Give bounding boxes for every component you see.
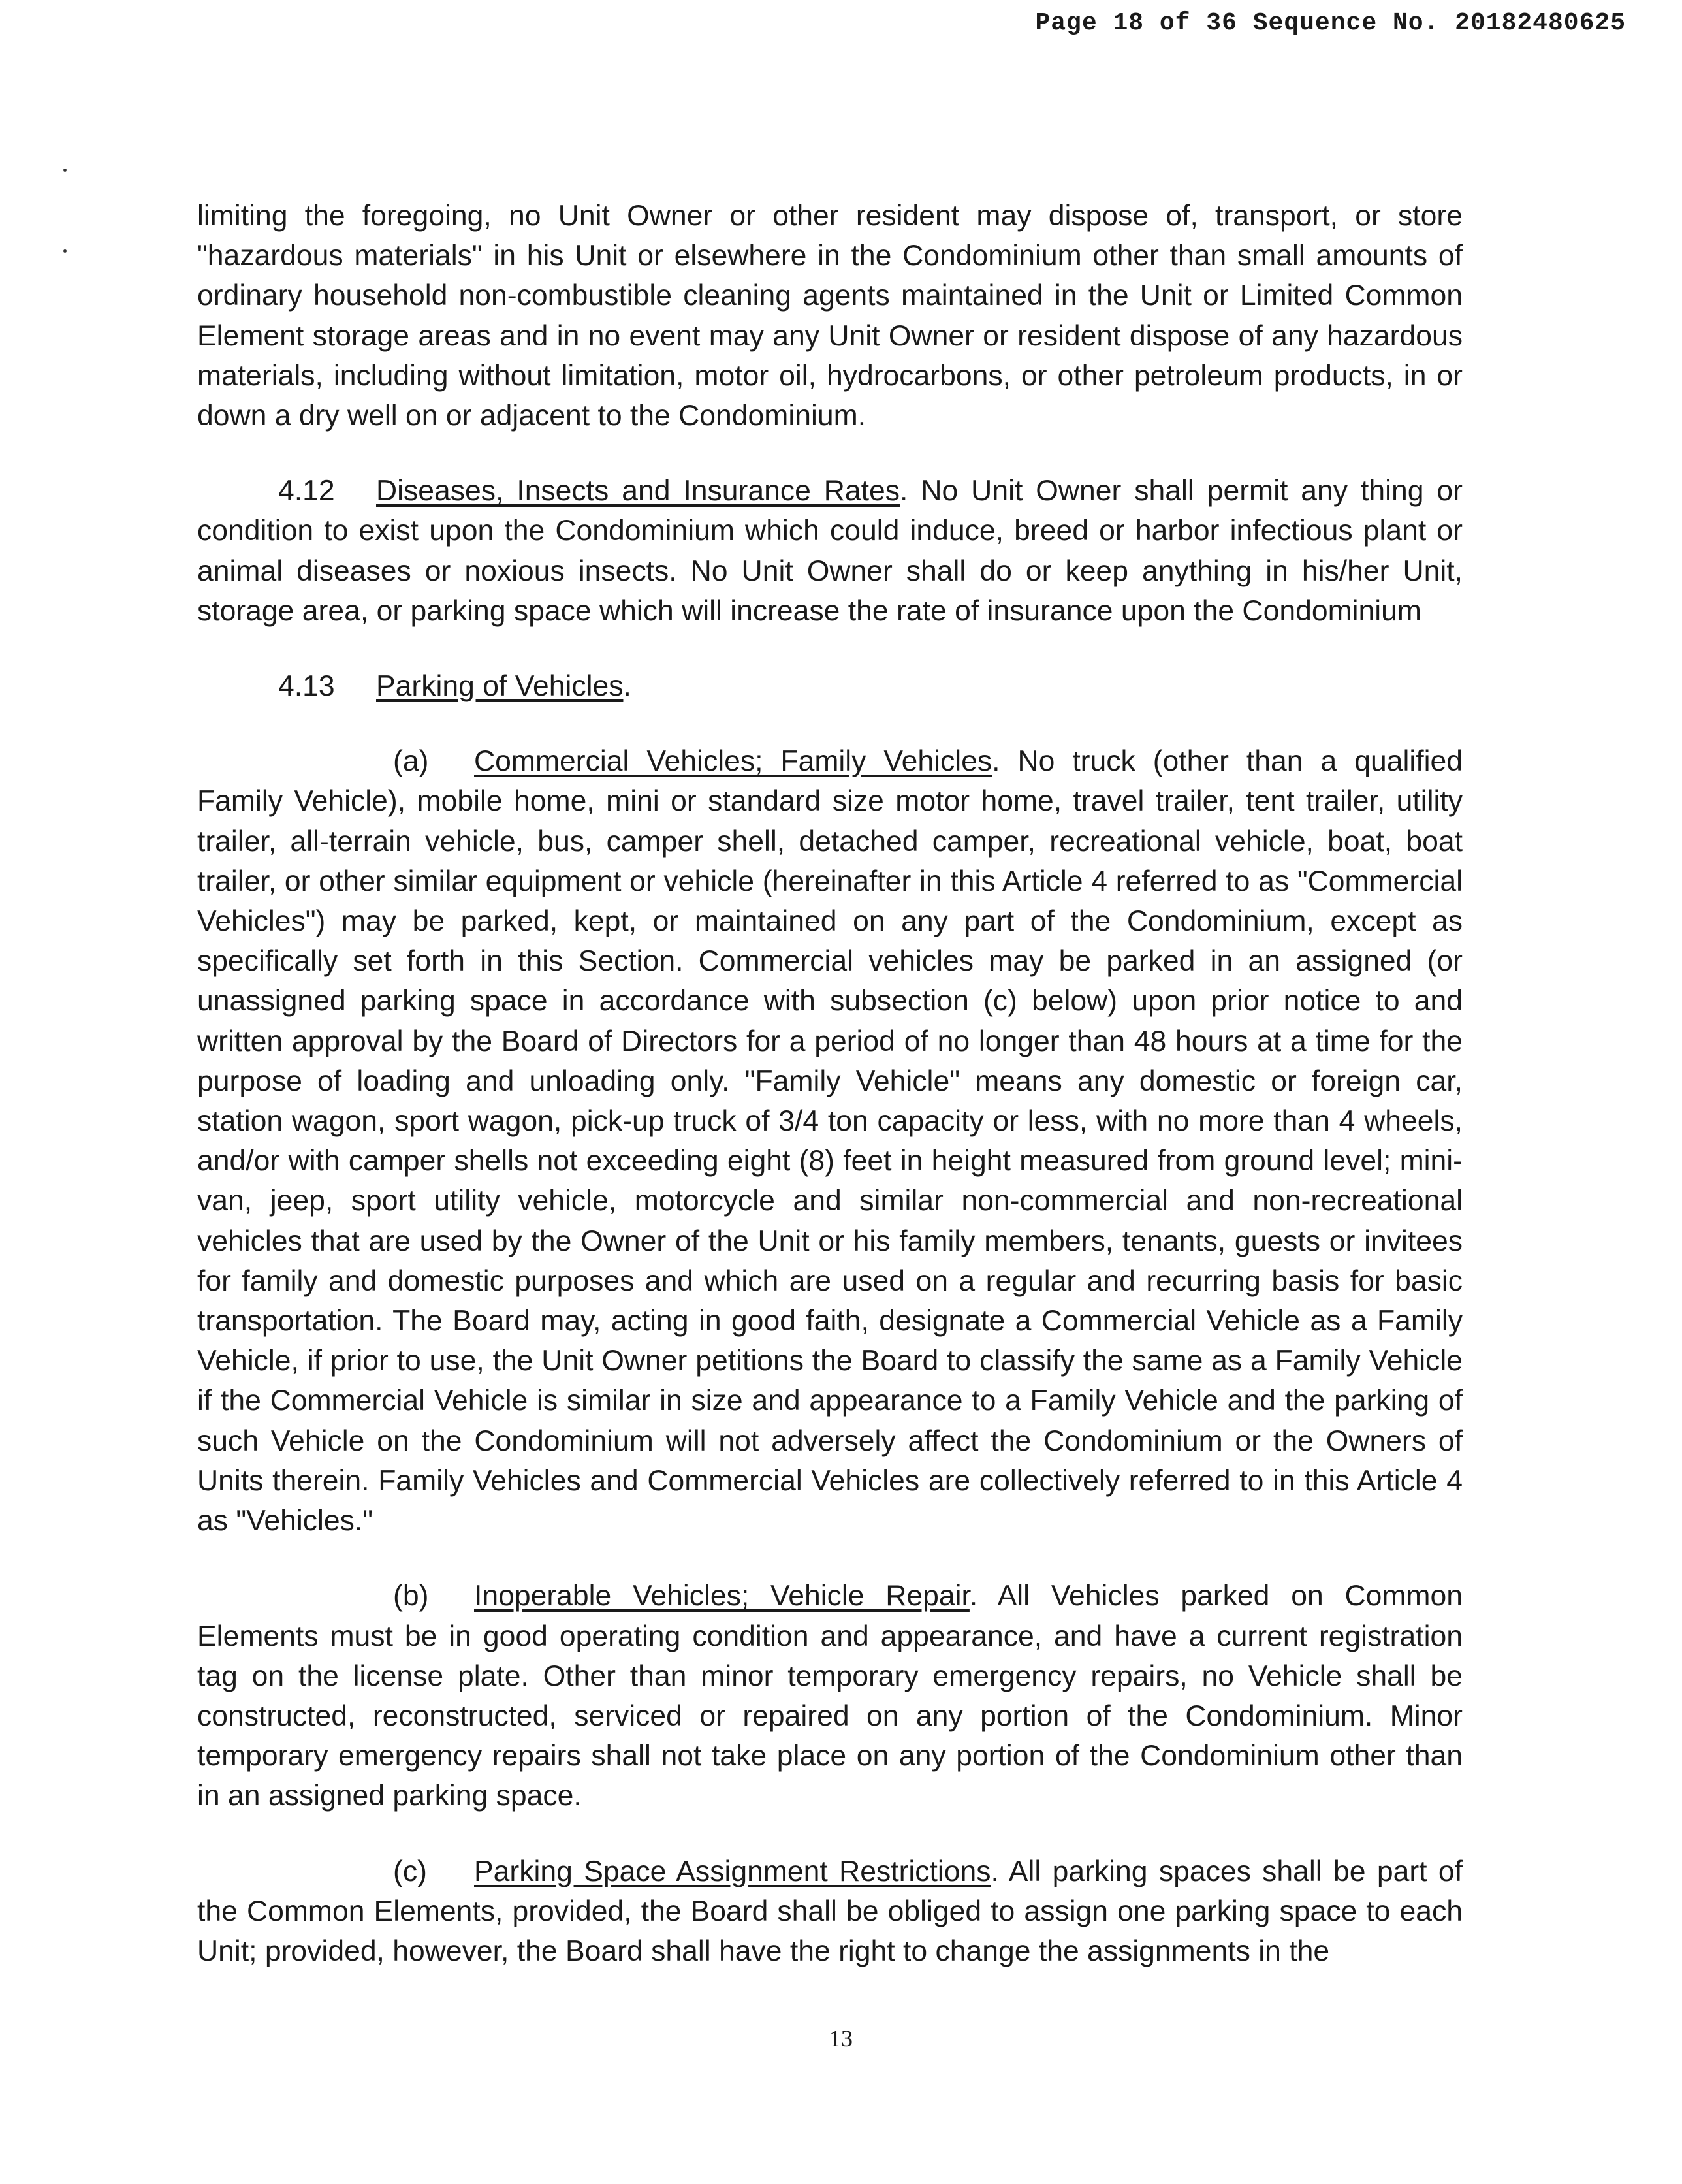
subsection-number: (a) [393, 745, 429, 778]
section-number: 4.12 [278, 475, 335, 507]
subsection-body: . All parking spaces shall be part of the Common Elements, provided, the Board shall be obliged to assign one parking space to each Unit; provided, however, the Board shall have the right to change the assignments in the [197, 1855, 1463, 1967]
subsection-body: . All Vehicles parked on Common Elements must be in good operating condition and appearance, and have a current registration tag on the license plate. Other than minor temporary emergency repairs, no Vehicle shall be constructed, reconstructed, serviced or repaired on any portion of the Condominium. Minor temporary emergency repairs shall not take place on any portion of the Condominium other than in an assigned parking space. [197, 1580, 1463, 1812]
subsection-title: Inoperable Vehicles; Vehicle Repair [474, 1580, 970, 1613]
section-number: 4.13 [278, 670, 335, 703]
section-title: Diseases, Insects and Insurance Rates [376, 475, 900, 507]
subsection-a [197, 741, 1463, 1541]
subsection-c [197, 1852, 1463, 1972]
scan-speck [63, 169, 67, 172]
scan-speck [63, 249, 67, 253]
document-body [197, 196, 1463, 1971]
subsection-title: Commercial Vehicles; Family Vehicles [474, 745, 992, 778]
subsection-number: (c) [393, 1855, 427, 1887]
section-title: Parking of Vehicles [376, 670, 624, 703]
section-body: . No Unit Owner shall permit any thing or condition to exist upon the Condominium which could induce, breed or harbor infectious plant or animal diseases or noxious insects. No Unit Owner shall do or keep anything in his/her Unit, storage area, or parking space which will increase the rate of insurance upon the Condominium [197, 475, 1463, 627]
section-title-tail: . [623, 670, 631, 703]
section-4-12 [197, 471, 1463, 631]
subsection-number: (b) [393, 1580, 429, 1613]
paragraph-continuation: limiting the foregoing, no Unit Owner or other resident may dispose of, transport, or store "hazardous materials" in his Unit or elsewhere in the Condominium other than small amounts of ordinary household non-combustible cleaning agents maintained in the Unit or Limited Common Element storage areas and in no event may any Unit Owner or resident dispose of any hazardous materials, including without limitation, motor oil, hydrocarbons, or other petroleum products, in or down a dry well on or adjacent to the Condominium. [197, 200, 1463, 432]
subsection-b [197, 1576, 1463, 1816]
page-number: 13 [829, 2025, 853, 2051]
page-header: Page 18 of 36 Sequence No. 20182480625 [1035, 9, 1626, 37]
subsection-title: Parking Space Assignment Restrictions [474, 1855, 991, 1887]
subsection-body: . No truck (other than a qualified Family Vehicle), mobile home, mini or standard size motor home, travel trailer, tent trailer, utility trailer, all-terrain vehicle, bus, camper shell, detached camper, recreational vehicle, boat, boat trailer, or other similar equipment or vehicle (hereinafter in this Article 4 referred to as "Commercial Vehicles") may be parked, kept, or maintained on any part of the Condominium, except as specifically set forth in this Section. Commercial vehicles may be parked in an assigned (or unassigned parking space in accordance with subsection (c) below) upon prior notice to and written approval by the Board of Directors for a period of no longer than 48 hours at a time for the purpose of loading and unloading only. "Family Vehicle" means any domestic or foreign car, station wagon, sport wagon, pick-up truck of 3/4 ton capacity or less, with no more than 4 wheels, and/or with camper shells not exceeding eight (8) feet in height measured from ground level; mini-van, jeep, sport utility vehicle, motorcycle and similar non-commercial and non-recreational vehicles that are used by the Owner of the Unit or his family members, tenants, guests or invitees for family and domestic purposes and which are used on a regular and recurring basis for basic transportation. The Board may, acting in good faith, designate a Commercial Vehicle as a Family Vehicle, if prior to use, the Unit Owner petitions the Board to classify the same as a Family Vehicle if the Commercial Vehicle is similar in size and appearance to a Family Vehicle and the parking of such Vehicle on the Condominium will not adversely affect the Condominium or the Owners of Units therein. Family Vehicles and Commercial Vehicles are collectively referred to in this Article 4 as "Vehicles." [197, 745, 1463, 1537]
section-4-13 [197, 666, 1463, 706]
